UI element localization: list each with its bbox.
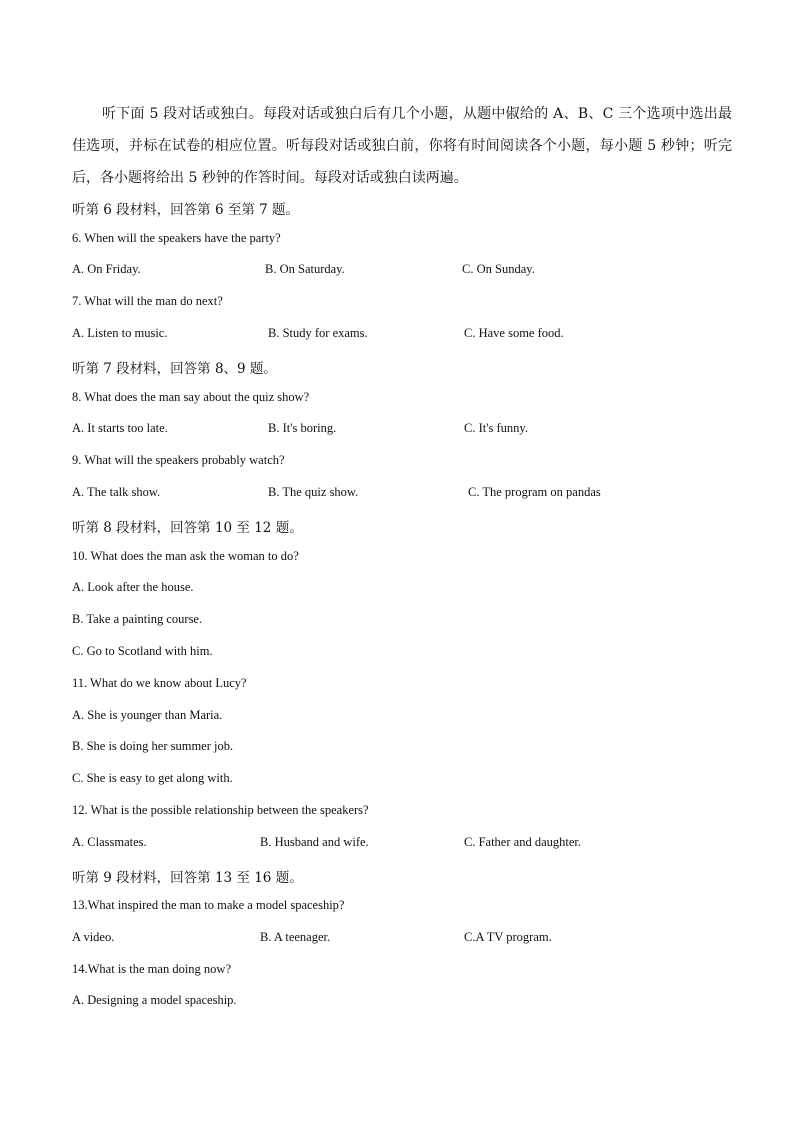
question-13-option-c: C.A TV program.: [464, 930, 552, 944]
question-6: 6. When will the speakers have the party?: [72, 231, 281, 245]
question-9-option-b: B. The quiz show.: [268, 485, 359, 499]
question-11: 11. What do we know about Lucy?: [72, 676, 247, 690]
question-7-option-b: B. Study for exams.: [268, 326, 368, 340]
question-12: 12. What is the possible relationship between the speakers?: [72, 803, 369, 817]
question-8-option-c: C. It's funny.: [464, 421, 528, 435]
question-11-option-a: A. She is younger than Maria.: [72, 708, 223, 722]
question-14: 14.What is the man doing now?: [72, 962, 231, 976]
question-11-option-c: C. She is easy to get along with.: [72, 771, 233, 785]
question-14-option-a: A. Designing a model spaceship.: [72, 993, 237, 1007]
question-12-option-c: C. Father and daughter.: [464, 835, 581, 849]
question-10-option-b: B. Take a painting course.: [72, 612, 203, 626]
question-7-option-a: A. Listen to music.: [72, 326, 168, 340]
question-6-option-b: B. On Saturday.: [265, 262, 345, 276]
section-heading-8: 听第 8 段材料，回答第 10 至 12 题。: [72, 520, 303, 536]
question-10: 10. What does the man ask the woman to do?: [72, 549, 299, 563]
question-8-option-a: A. It starts too late.: [72, 421, 168, 435]
question-7: 7. What will the man do next?: [72, 294, 223, 308]
question-13-option-a: A video.: [72, 930, 115, 944]
question-9-option-c: C. The program on pandas: [468, 485, 601, 499]
question-8-option-b: B. It's boring.: [268, 421, 337, 435]
question-12-option-b: B. Husband and wife.: [260, 835, 369, 849]
question-13: 13.What inspired the man to make a model spaceship?: [72, 898, 345, 912]
question-11-option-b: B. She is doing her summer job.: [72, 739, 234, 753]
question-6-option-a: A. On Friday.: [72, 262, 141, 276]
question-10-option-a: A. Look after the house.: [72, 580, 194, 594]
instructions-paragraph: 听下面 5 段对话或独白。每段对话或独白后有几个小题，从题中俶给的 A、B、C 三个选项中选出最佳选项，并标在试卷的相应位置。听每段对话或独白前，你将有时间阅读各个小题，每小题 5 秒钟；听完后，各小题将给出 5 秒钟的作答时间。每段对话或独白读两遍。: [72, 106, 732, 186]
question-13-option-b: B. A teenager.: [260, 930, 331, 944]
question-12-option-a: A. Classmates.: [72, 835, 147, 849]
question-10-option-c: C. Go to Scotland with him.: [72, 644, 213, 658]
question-7-option-c: C. Have some food.: [464, 326, 564, 340]
question-6-option-c: C. On Sunday.: [462, 262, 535, 276]
section-heading-6: 听第 6 段材料，回答第 6 至第 7 题。: [72, 202, 300, 218]
section-heading-9: 听第 9 段材料，回答第 13 至 16 题。: [72, 870, 303, 886]
question-9-option-a: A. The talk show.: [72, 485, 161, 499]
section-heading-7: 听第 7 段材料，回答第 8、9 题。: [72, 361, 277, 377]
question-8: 8. What does the man say about the quiz show?: [72, 390, 310, 404]
question-9: 9. What will the speakers probably watch?: [72, 453, 285, 467]
